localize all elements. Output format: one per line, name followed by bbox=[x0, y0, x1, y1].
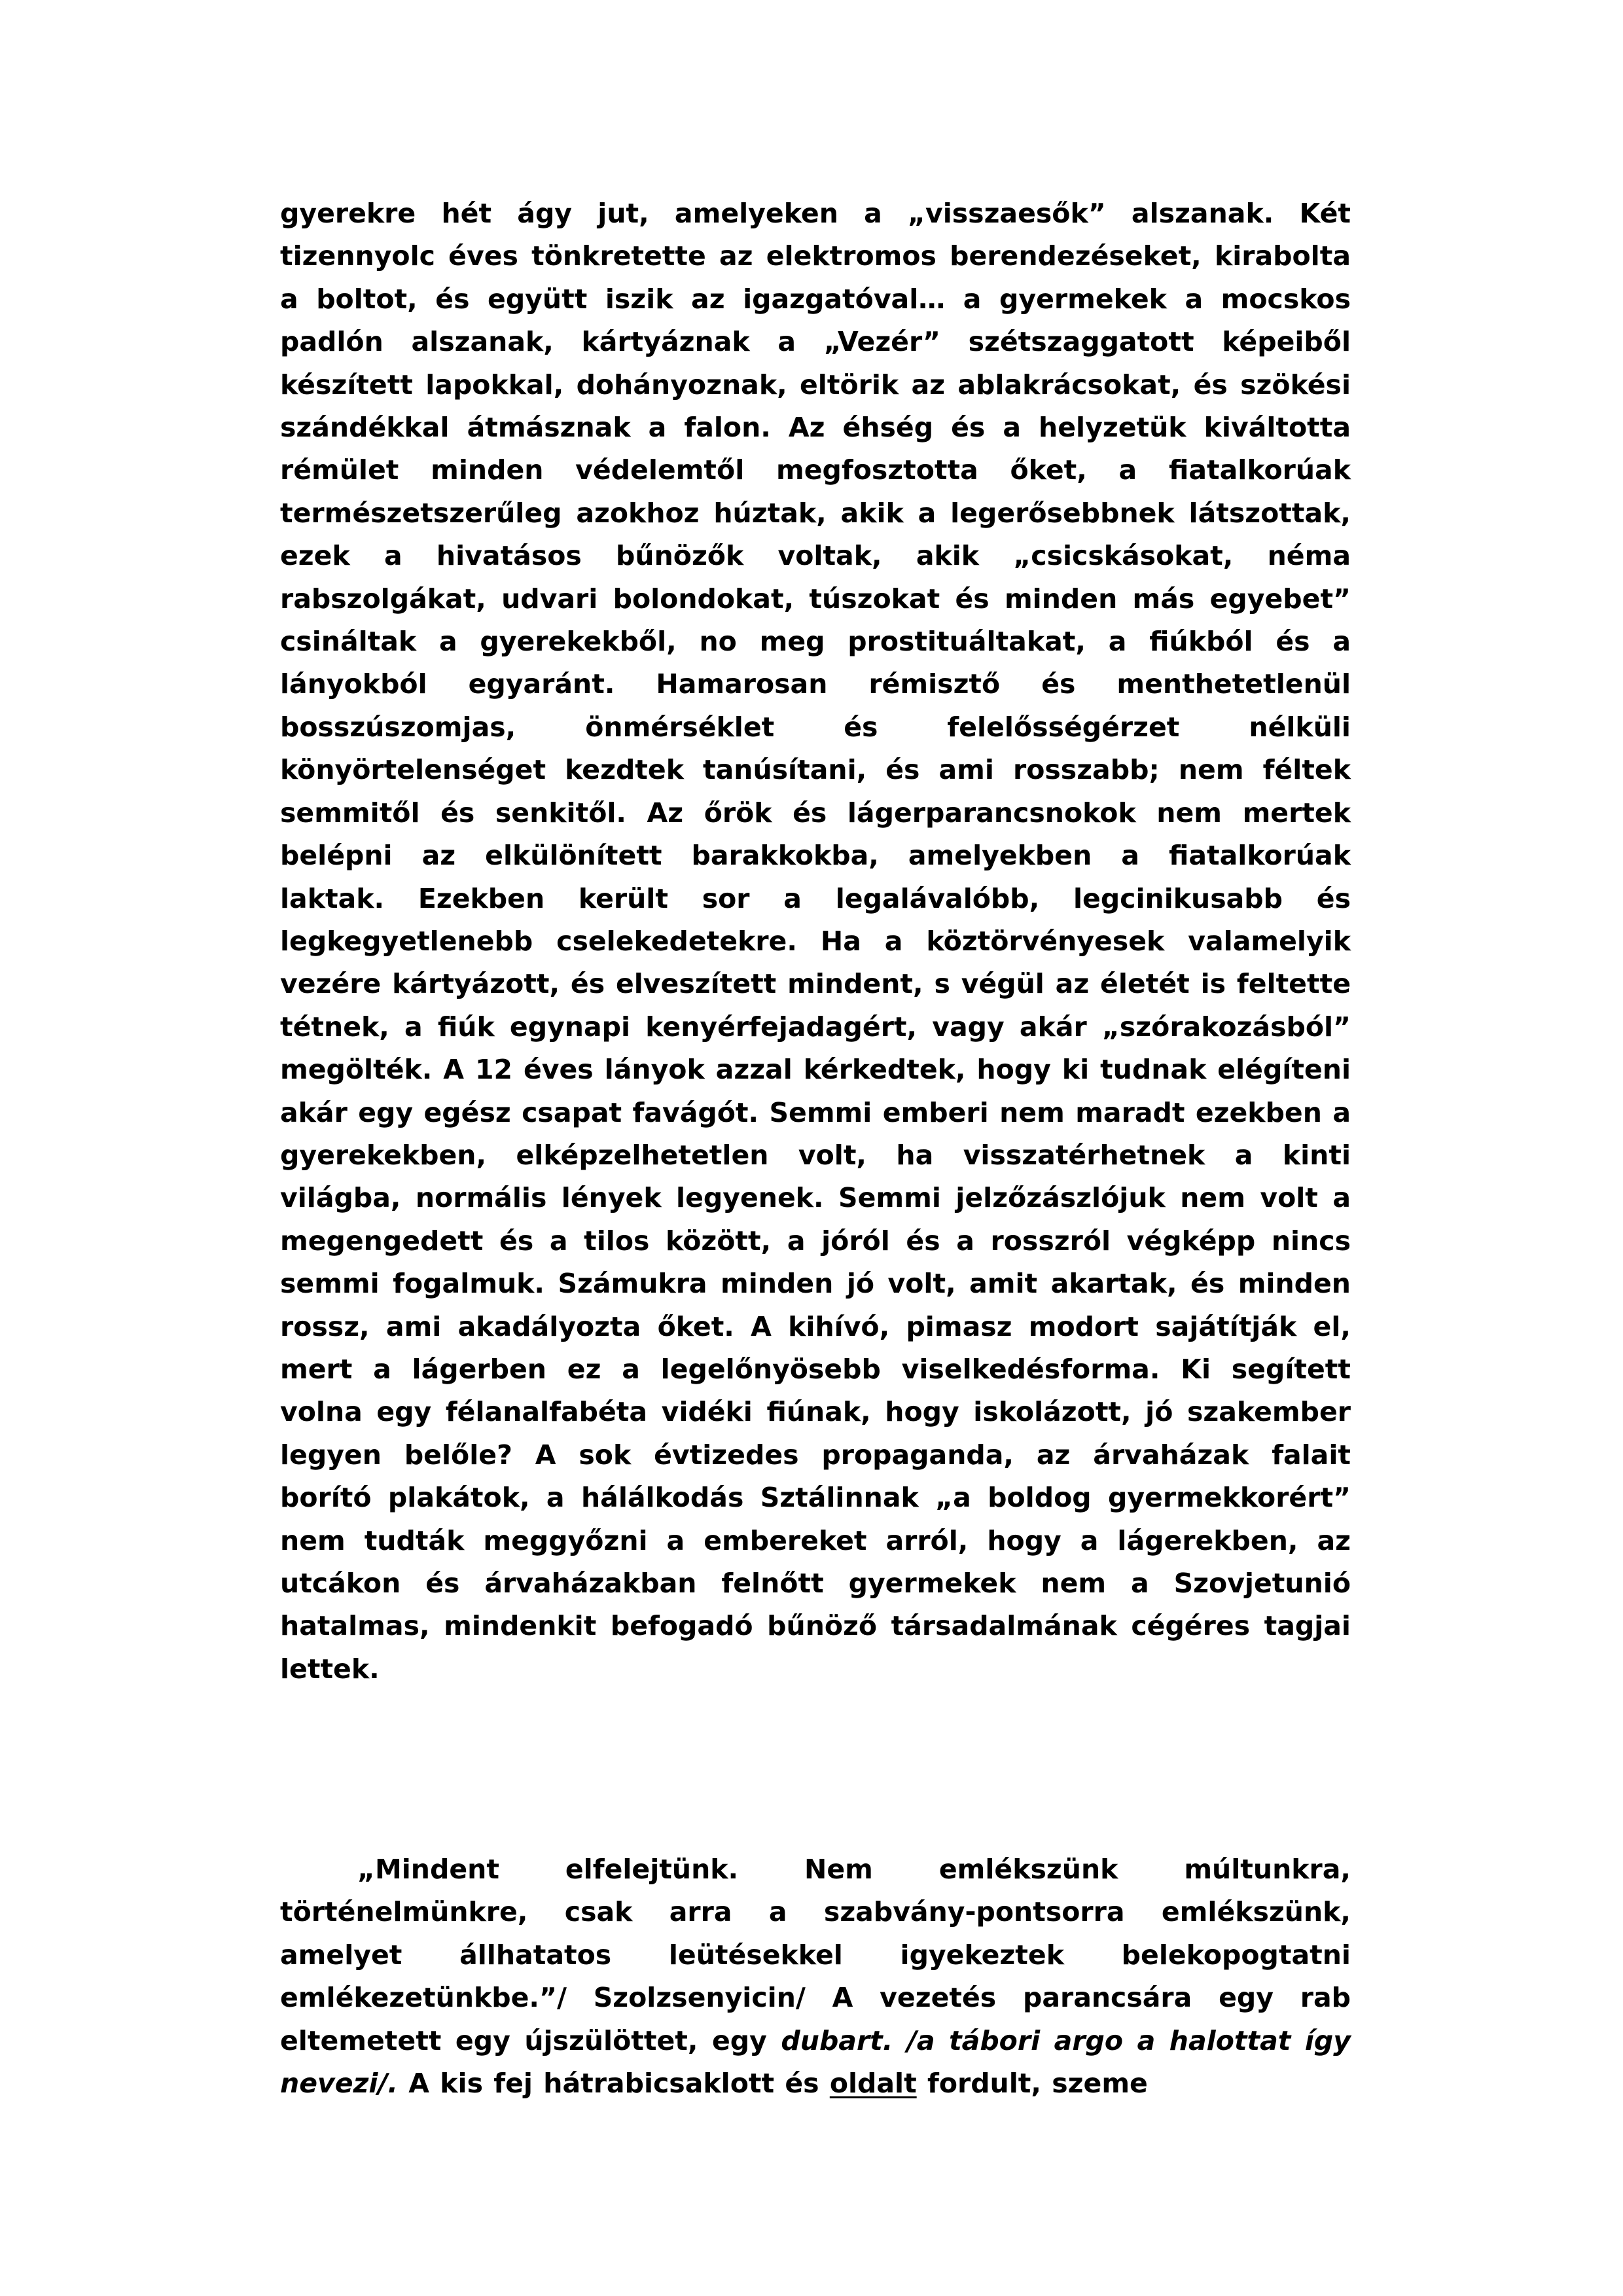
quote-and-narrative-text: „Mindent elfelejtünk. Nem emlékszünk múltunkra, történelmünkre, csak arra a szabvány-pontsorra emlékszünk, amelyet állhatatos leütésekkel igyekeztek belekopogtatni emlékezetünkbe.”/ Szolzsenyicin/ A vezetés parancsára egy rab eltemetett egy újszülöttet, egy bbox=[280, 1854, 1351, 2056]
narrative-text-end: fordult, szeme bbox=[916, 2068, 1148, 2100]
italic-gloss-text: dubart. /a tábori argo a halottat így nevezi/. bbox=[280, 2024, 1351, 2100]
body-paragraph-1: gyerekre hét ágy jut, amelyeken a „visszaesők” alszanak. Két tizennyolc éves tönkretette az elektromos berendezéseket, kirabolta a boltot, és együtt iszik az igazgatóval… a gyermekek a mocskos padlón alszanak, kártyáznak a „Vezér” szétszaggatott képeiből készített lapokkal, dohányoznak, eltörik az ablakrácsokat, és szökési szándékkal átmásznak a falon. Az éhség és a helyzetük kiváltotta rémület minden védelemtől megfosztotta őket, a fiatalkorúak természetszerűleg azokhoz húztak, akik a legerősebbnek látszottak, ezek a hivatásos bűnözők voltak, akik „csicskásokat, néma rabszolgákat, udvari bolondokat, túszokat és minden más egyebet” csináltak a gyerekekből, no meg prostituáltakat, a fiúkból és a lányokból egyaránt. Hamarosan rémisztő és menthetetlenül bosszúszomjas, önmérséklet és felelősségérzet nélküli könyörtelenséget kezdtek tanúsítani, és ami rosszabb; nem féltek semmitől és senkitől. Az őrök és lágerparancsnokok nem mertek belépni az elkülönített barakkokba, amelyekben a fiatalkorúak laktak. Ezekben került sor a legalávalóbb, legcinikusabb és legkegyetlenebb cselekedetekre. Ha a köztörvényesek valamelyik vezére kártyázott, és elveszített mindent, s végül az életét is feltette tétnek, a fiúk egynapi kenyérfejadagért, vagy akár „szórakozásból” megölték. A 12 éves lányok azzal kérkedtek, hogy ki tudnak elégíteni akár egy egész csapat favágót. Semmi emberi nem maradt ezekben a gyerekekben, elképzelhetetlen volt, ha visszatérhetnek a kinti világba, normális lények legyenek. Semmi jelzőzászlójuk nem volt a megengedett és a tilos között, a jóról és a rosszról végképp nincs semmi fogalmuk. Számukra minden jó volt, amit akartak, és minden rossz, ami akadályozta őket. A kihívó, pimasz modort sajátítják el, mert a lágerben ez a legelőnyösebb viselkedésforma. Ki segített volna egy félanalfabéta vidéki fiúnak, hogy iskolázott, jó szakember legyen belőle? A sok évtizedes propaganda, az árvaházak falait borító plakátok, a hálálkodás Sztálinnak „a boldog gyermekkorért” nem tudták meggyőzni a embereket arról, hogy a lágerekben, az utcákon és árvaházakban felnőtt gyermekek nem a Szovjetunió hatalmas, mindenkit befogadó bűnöző társadalmának cégéres tagjai lettek. bbox=[280, 198, 1351, 1685]
narrative-text: A kis fej hátrabicsaklott és bbox=[398, 2068, 830, 2100]
body-paragraph-2 bbox=[280, 1848, 1351, 2105]
underlined-word: oldalt bbox=[829, 2068, 917, 2100]
